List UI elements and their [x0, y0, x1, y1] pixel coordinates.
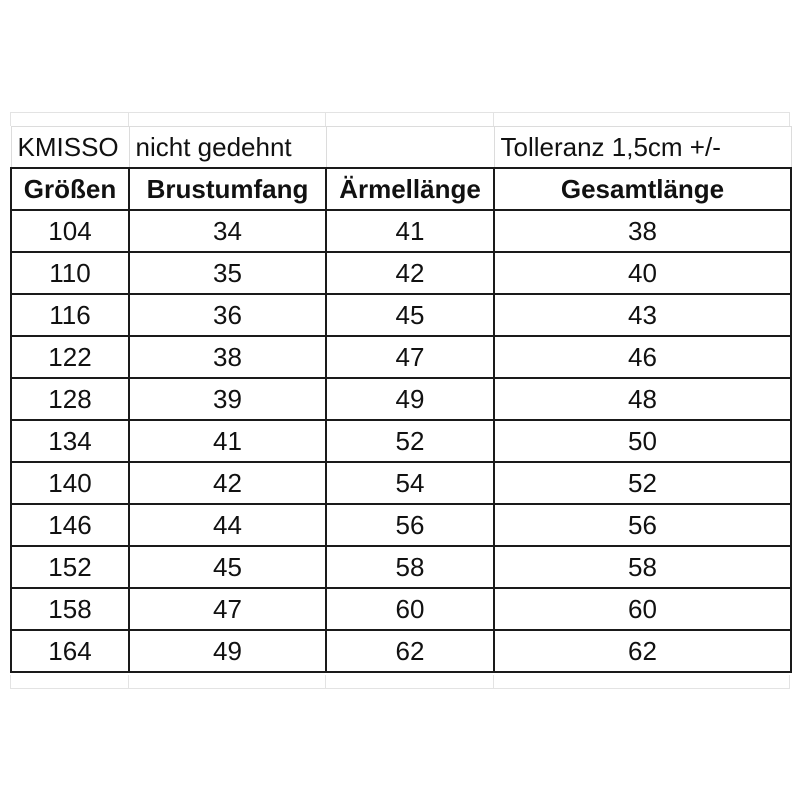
- cell-size[interactable]: 110: [11, 252, 129, 294]
- cell-sleeve[interactable]: 60: [326, 588, 494, 630]
- cell-sleeve[interactable]: 54: [326, 462, 494, 504]
- cell-total-length[interactable]: 48: [494, 378, 791, 420]
- cell-chest[interactable]: 35: [129, 252, 326, 294]
- cell-size[interactable]: 140: [11, 462, 129, 504]
- gridline: [493, 675, 494, 689]
- cell-chest[interactable]: 41: [129, 420, 326, 462]
- cell-size[interactable]: 122: [11, 336, 129, 378]
- gridline: [128, 112, 129, 126]
- cell-chest[interactable]: 38: [129, 336, 326, 378]
- cell-total-length[interactable]: 46: [494, 336, 791, 378]
- condition-cell[interactable]: nicht gedehnt: [129, 127, 326, 169]
- table-row: [11, 378, 791, 420]
- cell-chest[interactable]: 45: [129, 546, 326, 588]
- cell-sleeve[interactable]: 56: [326, 504, 494, 546]
- gridline: [325, 675, 326, 689]
- cell-sleeve[interactable]: 62: [326, 630, 494, 672]
- table-row: [11, 462, 791, 504]
- cell-sleeve[interactable]: 42: [326, 252, 494, 294]
- cell-size[interactable]: 158: [11, 588, 129, 630]
- cell-chest[interactable]: 49: [129, 630, 326, 672]
- cell-chest[interactable]: 34: [129, 210, 326, 252]
- gridline: [10, 675, 11, 689]
- title-row: [11, 127, 791, 169]
- size-chart-table: [10, 126, 792, 673]
- header-chest[interactable]: Brustumfang: [129, 168, 326, 210]
- cell-size[interactable]: 104: [11, 210, 129, 252]
- cell-size[interactable]: 146: [11, 504, 129, 546]
- tolerance-cell[interactable]: Tolleranz 1,5cm +/-: [494, 127, 791, 169]
- cell-total-length[interactable]: 60: [494, 588, 791, 630]
- table-row: [11, 546, 791, 588]
- cell-sleeve[interactable]: 45: [326, 294, 494, 336]
- table-row: [11, 336, 791, 378]
- cell-chest[interactable]: 42: [129, 462, 326, 504]
- cell-size[interactable]: 128: [11, 378, 129, 420]
- cell-sleeve[interactable]: 41: [326, 210, 494, 252]
- cell-sleeve[interactable]: 52: [326, 420, 494, 462]
- gridline: [789, 675, 790, 689]
- header-sleeve[interactable]: Ärmellänge: [326, 168, 494, 210]
- cell-total-length[interactable]: 38: [494, 210, 791, 252]
- table-row: [11, 504, 791, 546]
- gridline: [325, 112, 326, 126]
- cell-size[interactable]: 134: [11, 420, 129, 462]
- cell-chest[interactable]: 39: [129, 378, 326, 420]
- gridline: [128, 675, 129, 689]
- table-row: [11, 420, 791, 462]
- cell-total-length[interactable]: 58: [494, 546, 791, 588]
- table-row: [11, 294, 791, 336]
- cell-total-length[interactable]: 50: [494, 420, 791, 462]
- cell-size[interactable]: 116: [11, 294, 129, 336]
- cell-chest[interactable]: 36: [129, 294, 326, 336]
- table-row: [11, 210, 791, 252]
- cell-sleeve[interactable]: 47: [326, 336, 494, 378]
- cell-total-length[interactable]: 43: [494, 294, 791, 336]
- empty-cell[interactable]: [326, 127, 494, 169]
- cell-total-length[interactable]: 40: [494, 252, 791, 294]
- table-row: [11, 252, 791, 294]
- cell-size[interactable]: 152: [11, 546, 129, 588]
- cell-sleeve[interactable]: 49: [326, 378, 494, 420]
- brand-cell[interactable]: KMISSO: [11, 127, 129, 169]
- cell-chest[interactable]: 44: [129, 504, 326, 546]
- cell-chest[interactable]: 47: [129, 588, 326, 630]
- gridline: [493, 112, 494, 126]
- cell-total-length[interactable]: 62: [494, 630, 791, 672]
- cell-total-length[interactable]: 56: [494, 504, 791, 546]
- header-sizes[interactable]: Größen: [11, 168, 129, 210]
- gridline: [789, 112, 790, 126]
- cell-size[interactable]: 164: [11, 630, 129, 672]
- table-row: [11, 630, 791, 672]
- cell-total-length[interactable]: 52: [494, 462, 791, 504]
- gridline: [10, 112, 790, 113]
- cell-sleeve[interactable]: 58: [326, 546, 494, 588]
- header-row: [11, 168, 791, 210]
- gridline: [10, 112, 11, 126]
- gridline: [10, 688, 790, 689]
- header-total-length[interactable]: Gesamtlänge: [494, 168, 791, 210]
- table-row: [11, 588, 791, 630]
